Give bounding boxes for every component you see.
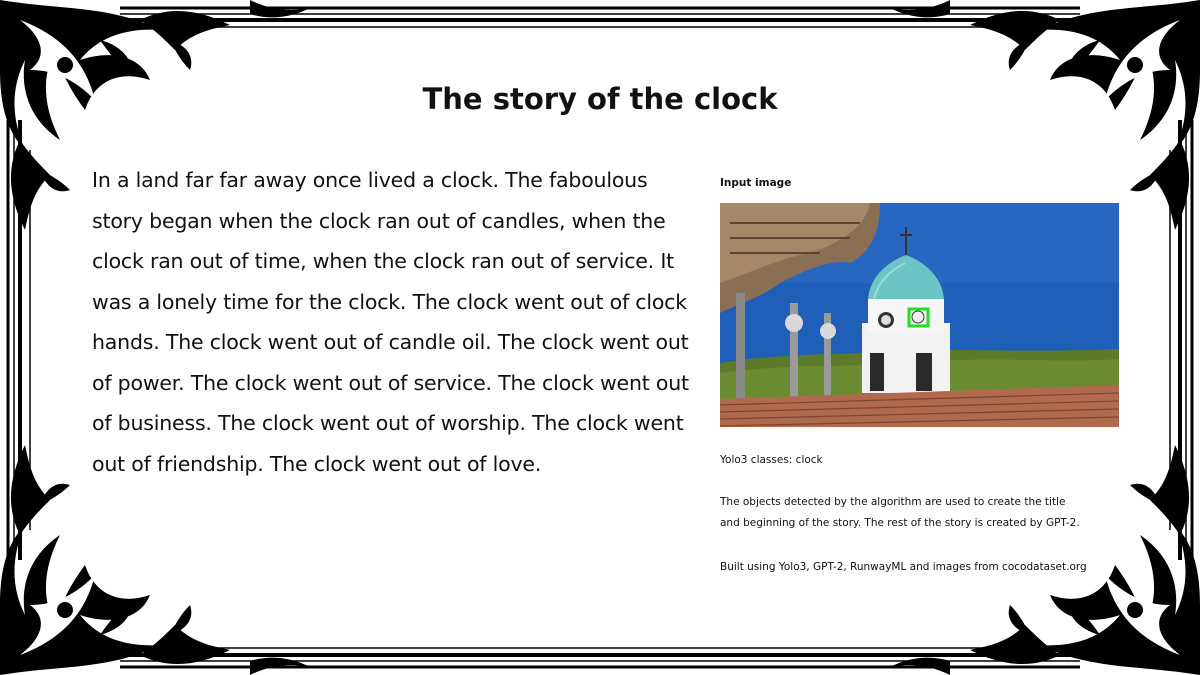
- clock-tower-photo: [720, 203, 1119, 427]
- story-text: In a land far far away once lived a clock. The faboulous story began when the clock ran out of candles, when the clock ran out of time, when the clock ran out of service. It was a lonely time for the clock. The clock went out of clock hands. The clock went out of candle oil. The clock went out of power. The clock went out of service. The clock went out of business. The clock went out of worship. The clock went out of friendship. The clock went out of love.: [92, 168, 689, 476]
- page-title: The story of the clock: [422, 82, 778, 116]
- yolo-classes-text: Yolo3 classes: clock: [720, 454, 823, 466]
- credits-text: Built using Yolo3, GPT-2, RunwayML and images from cocodataset.org: [720, 561, 1087, 573]
- input-image-label: Input image: [720, 177, 792, 189]
- explanation-line-2: and beginning of the story. The rest of the story is created by GPT-2.: [720, 517, 1080, 529]
- input-image: [720, 203, 1119, 427]
- explanation-line-1: The objects detected by the algorithm are used to create the title: [720, 496, 1066, 508]
